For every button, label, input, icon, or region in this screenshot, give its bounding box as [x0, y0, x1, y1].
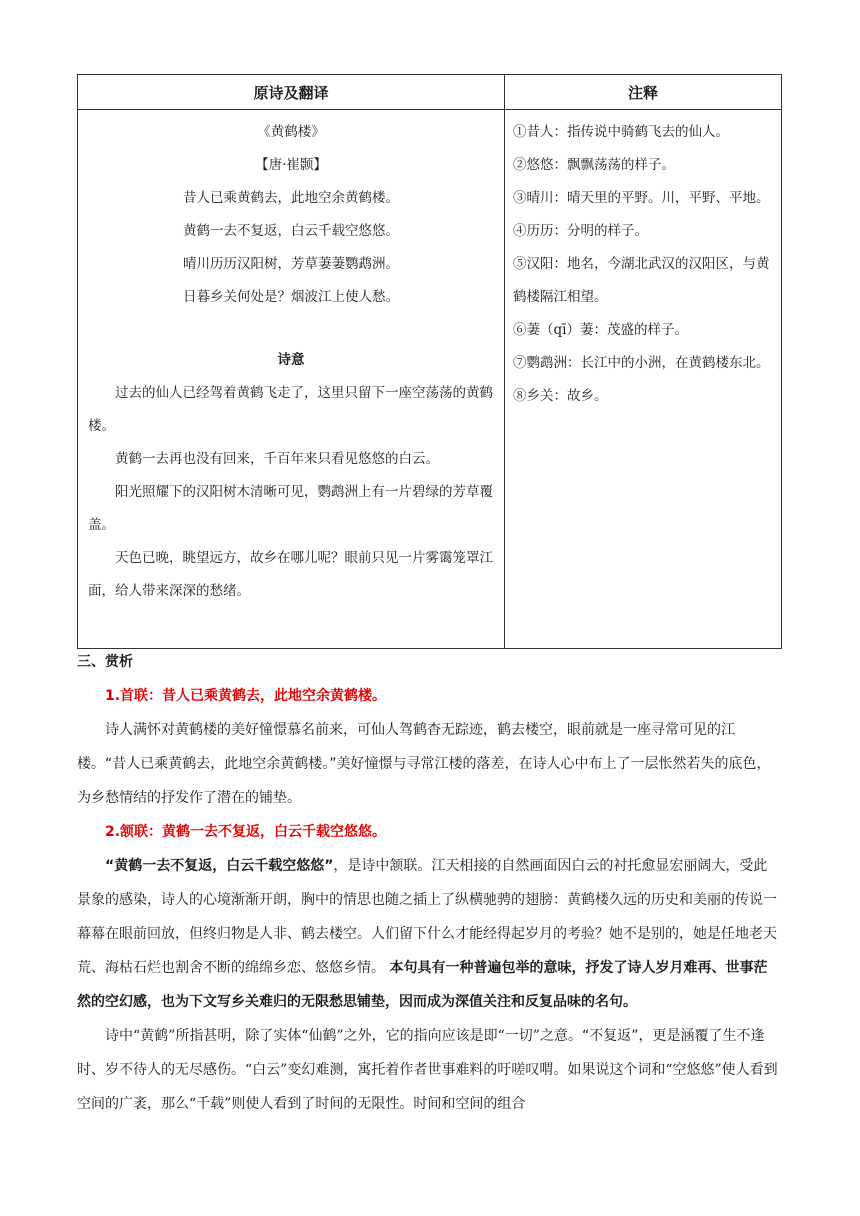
table-header-notes: 注释	[505, 75, 782, 110]
notes-cell	[505, 110, 781, 421]
note-item: ④历历：分明的样子。	[513, 223, 648, 239]
note-item: ③晴川：晴天里的平野。川，平野、平地。	[513, 190, 770, 206]
poem-line: 黄鹤一去不复返，白云千载空悠悠。	[183, 223, 399, 239]
table-header-original: 原诗及翻译	[78, 75, 505, 110]
meaning-paragraph: 黄鹤一去再也没有回来，千百年来只看见悠悠的白云。	[115, 451, 439, 467]
analysis-body	[77, 679, 781, 1121]
paragraph-3-a: 诗中“黄鹤”所指甚明，除了实体“仙鹤”之外，它的指向应该是即“一切”之意。	[105, 1028, 582, 1044]
paragraph-3-c: “白云”变幻难测，	[245, 1062, 358, 1078]
poem-table	[77, 74, 782, 649]
note-item: ⑥萋（qī）萋：茂盛的样子。	[513, 322, 688, 338]
paragraph-3-b: “不复返”，更是涵覆了生不逢时、岁不待人的无尽感伤。	[77, 1028, 765, 1078]
meaning-title: 诗意	[277, 352, 305, 368]
note-item: ①昔人：指传说中骑鹤飞去的仙人。	[513, 124, 729, 140]
subheading-1: 1.首联：昔人已乘黄鹤去，此地空余黄鹤楼。	[105, 688, 387, 704]
poem-cell	[78, 110, 504, 616]
note-item: ⑦鹦鹉洲：长江中的小洲，在黄鹤楼东北。	[513, 355, 770, 371]
paragraph-3-e: 如果说这个词和“空悠悠”使人看到空间的广袤，那么“千载”则使人看到了时间的无限性。时间和空间的组合	[77, 1062, 778, 1112]
poem-line: 日暮乡关何处是？烟波江上使人愁。	[183, 289, 399, 305]
paragraph-3	[77, 1019, 781, 1121]
meaning-paragraph: 过去的仙人已经驾着黄鹤飞走了，这里只留下一座空荡荡的黄鹤楼。	[88, 385, 493, 434]
section-heading: 三、赏析	[77, 654, 133, 670]
poem-line: 晴川历历汉阳树，芳草萋萋鹦鹉洲。	[183, 256, 399, 272]
note-item: ⑤汉阳：地名，今湖北武汉的汉阳区，与黄鹤楼隔江相望。	[513, 256, 770, 305]
poem-author: 【唐·崔颢】	[255, 157, 327, 173]
paragraph-3-d: 寓托着作者世事难料的吁嗟叹喟。	[357, 1062, 568, 1078]
subheading-2: 2.颔联：黄鹤一去不复返，白云千载空悠悠。	[105, 824, 387, 840]
note-item: ②悠悠：飘飘荡荡的样子。	[513, 157, 675, 173]
note-item: ⑧乡关：故乡。	[513, 388, 608, 404]
meaning-paragraph: 天色已晚，眺望远方，故乡在哪儿呢？眼前只见一片雾霭笼罩江面，给人带来深深的愁绪。	[88, 550, 493, 599]
meaning-paragraph: 阳光照耀下的汉阳树木清晰可见，鹦鹉洲上有一片碧绿的芳草覆盖。	[88, 484, 493, 533]
poem-title: 《黄鹤楼》	[257, 124, 325, 140]
paragraph-1-b: “昔人已乘黄鹤去，此地空余黄鹤楼。”美好憧憬与寻常江楼的落差，在诗人心中布上了一层怅然若失的底色，为乡愁情结的抒发作了潜在的铺垫。	[77, 756, 771, 806]
paragraph-1	[77, 713, 781, 815]
paragraph-2-c: 本句具有一种普遍包举的意味，抒发了诗人岁月难再、世事茫然的空幻感，也为下文写乡关难归的无限愁思铺垫，因而成为深值关注和反复品味的名句。	[77, 960, 768, 1010]
paragraph-2-a: “黄鹤一去不复返，白云千载空悠悠”	[105, 858, 334, 874]
poem-line: 昔人已乘黄鹤去，此地空余黄鹤楼。	[183, 190, 399, 206]
paragraph-2-b: ，是诗中颔联。江天相接的自然画面因白云的衬托愈显宏丽阔大，受此景象的感染，诗人的心境渐渐开朗，胸中的情思也随之插上了纵横驰骋的翅膀：黄鹤楼久远的历史和美丽的传说一幕幕在眼前回放，但终归物是人非、鹤去楼空。人们留下什么才能经得起岁月的考验？她不是别的，她是任地老天荒、海枯石烂也割舍不断的绵绵乡恋、悠悠乡情。	[77, 858, 777, 976]
paragraph-1-a: 诗人满怀对黄鹤楼的美好憧憬慕名前来，可仙人驾鹤杳无踪迹，鹤去楼空，眼前就是一座寻常可见的江楼。	[77, 722, 735, 772]
paragraph-2	[77, 849, 781, 1019]
